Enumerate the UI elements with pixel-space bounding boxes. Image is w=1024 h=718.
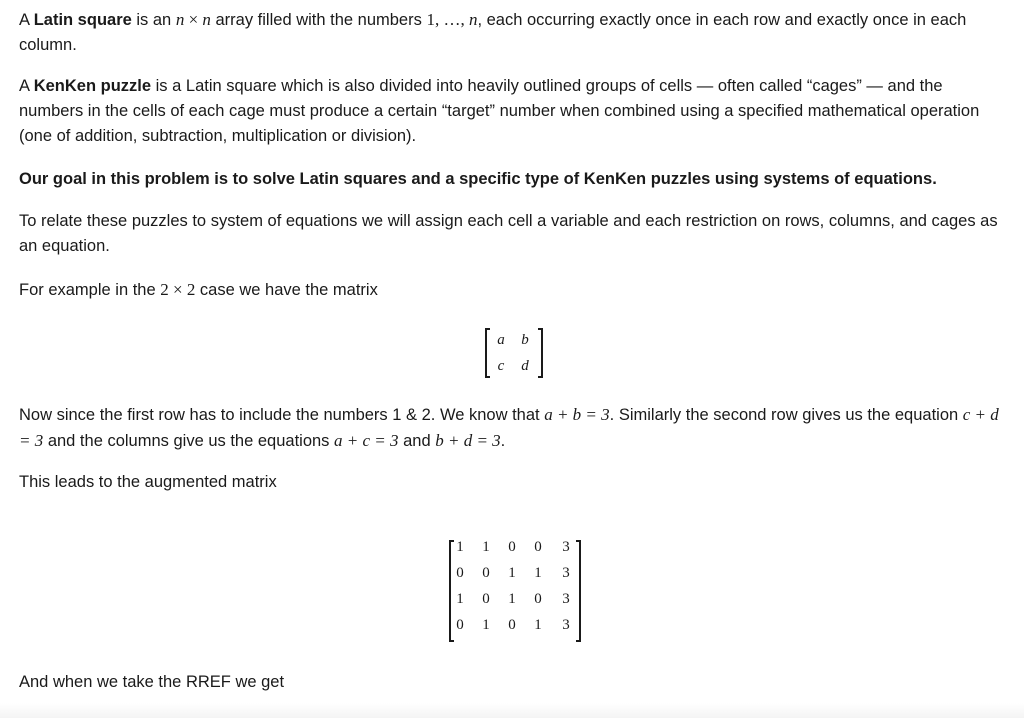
augmented-cell: 1 xyxy=(508,591,516,607)
example-intro: For example in the 2 × 2 case we have the matrix xyxy=(19,280,378,299)
augmented-matrix xyxy=(447,537,583,645)
matrix-cell: d xyxy=(521,358,529,374)
latin-square-definition: A Latin square is an n × n array filled with the numbers 1, …, n, each occurring exactly once in each row and exactly once in each column. xyxy=(19,10,967,54)
augmented-cell: 0 xyxy=(482,591,490,607)
augmented-constant: 3 xyxy=(562,591,570,607)
goal-statement: Our goal in this problem is to solve Latin squares and a specific type of KenKen puzzles using systems of equations. xyxy=(19,170,937,188)
augmented-cell: 0 xyxy=(534,591,542,607)
term-kenken-puzzle: KenKen puzzle xyxy=(33,77,152,95)
kenken-definition: A KenKen puzzle is a Latin square which is also divided into heavily outlined groups of cells — often called “cages” — and the numbers in the cells of each cage must produce a certain “target” number when combined using a specified mathematical operation (one of addition, subtraction, multiplication or division). xyxy=(19,77,980,145)
augmented-cell: 0 xyxy=(456,617,464,633)
augmented-constant: 3 xyxy=(562,539,570,555)
augmented-cell: 1 xyxy=(534,617,542,633)
approach-paragraph: To relate these puzzles to system of equations we will assign each cell a variable and each restriction on rows, columns, and cages as an equation. xyxy=(19,212,998,255)
augmented-cell: 1 xyxy=(482,539,490,555)
augmented-cell: 0 xyxy=(482,565,490,581)
equations-paragraph: Now since the first row has to include the numbers 1 & 2. We know that a + b = 3. Similarly the second row gives us the equation c + d = 3 and the columns give us the equations a + c = 3 and b + d = 3. xyxy=(19,405,999,450)
rref-intro: And when we take the RREF we get xyxy=(19,673,285,691)
augmented-cell: 0 xyxy=(534,539,542,555)
augmented-cell: 1 xyxy=(508,565,516,581)
augmented-cell: 1 xyxy=(456,591,464,607)
matrix-cell: c xyxy=(497,358,505,374)
augmented-constant: 3 xyxy=(562,617,570,633)
matrix-brackets xyxy=(484,325,544,381)
term-latin-square: Latin square xyxy=(33,11,132,29)
augmented-intro: This leads to the augmented matrix xyxy=(19,473,277,491)
variable-matrix-2x2 xyxy=(484,325,544,381)
matrix-cell: b xyxy=(521,332,529,348)
augmented-cell: 0 xyxy=(508,539,516,555)
page-bottom-edge xyxy=(0,703,1024,718)
augmented-cell: 1 xyxy=(456,539,464,555)
augmented-cell: 0 xyxy=(508,617,516,633)
augmented-cell: 1 xyxy=(534,565,542,581)
augmented-constant: 3 xyxy=(562,565,570,581)
matrix-cell: a xyxy=(497,332,505,348)
augmented-cell: 0 xyxy=(456,565,464,581)
augmented-cell: 1 xyxy=(482,617,490,633)
